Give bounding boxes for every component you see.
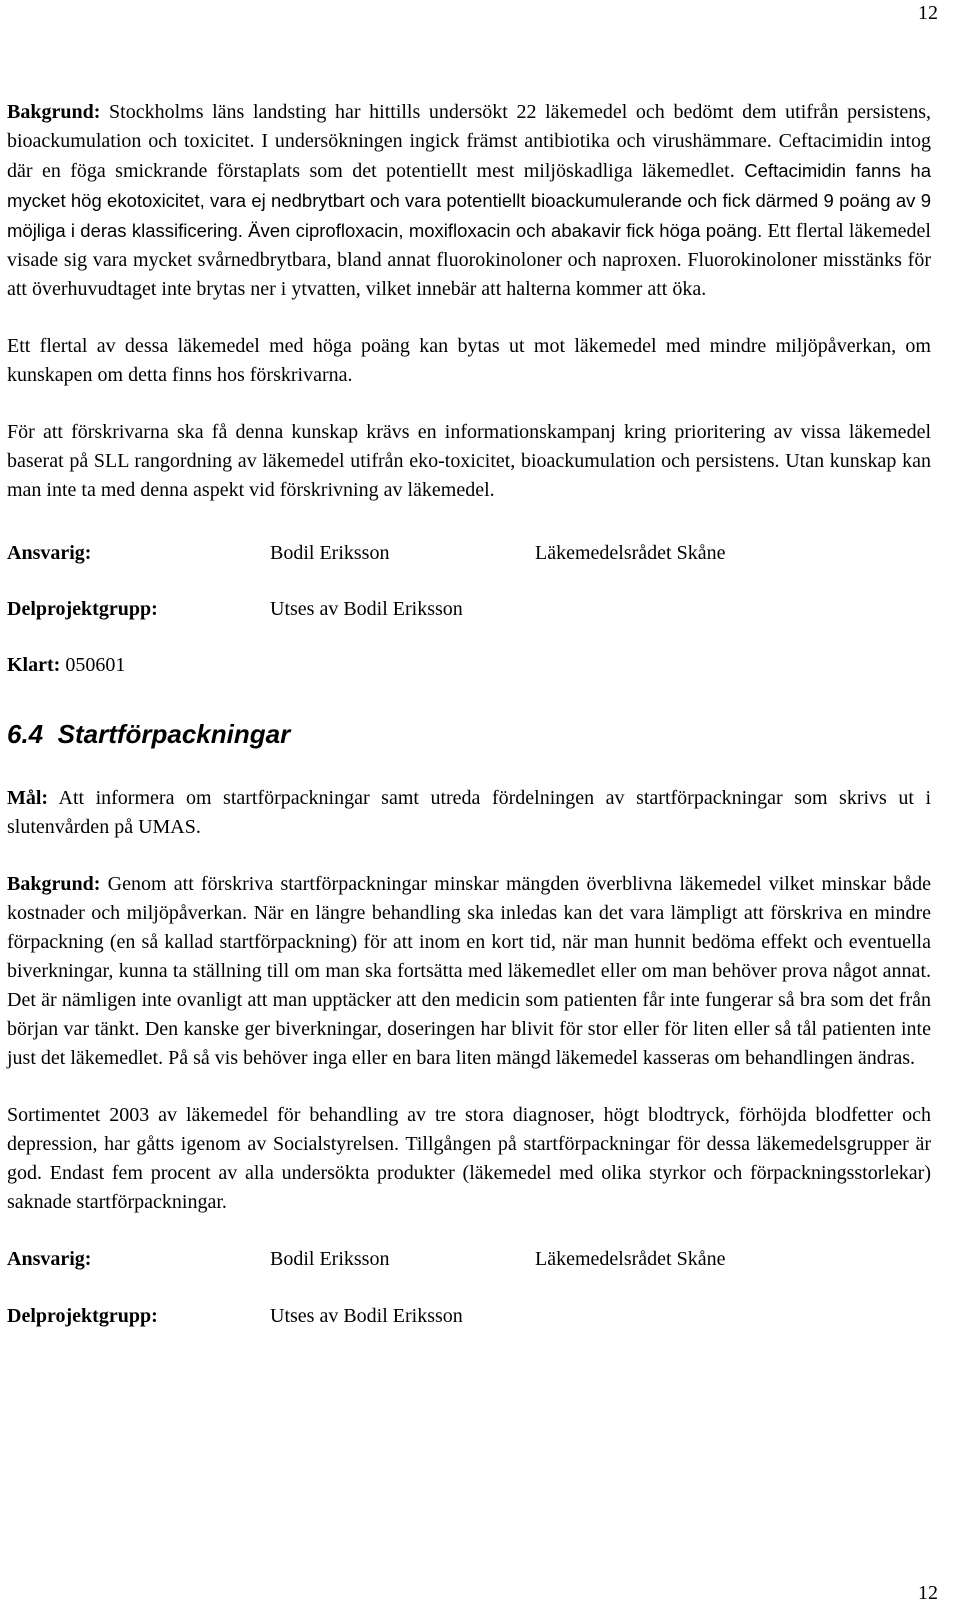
paragraph-2: Ett flertal av dessa läkemedel med höga poäng kan bytas ut mot läkemedel med mindre miljöpåverkan, om kunskapen om detta finns hos förskrivarna. — [7, 335, 931, 386]
subproject-group-row-1 — [7, 595, 931, 624]
paragraph-3: För att förskrivarna ska få denna kunskap krävs en informationskampanj kring prioritering av vissa läkemedel baserat på SLL rangordning av läkemedel utifrån eko-toxicitet, bioackumulation och persistens. Utan kunskap kan man inte ta med denna aspekt vid förskrivning av läkemedel. — [7, 421, 931, 501]
subproject-group-value: Utses av Bodil Eriksson — [270, 1305, 463, 1327]
responsible-label: Ansvarig: — [7, 1248, 92, 1270]
background-paragraph-1 — [7, 98, 931, 304]
responsible-org: Läkemedelsrådet Skåne — [535, 1248, 726, 1270]
done-value: 050601 — [60, 654, 126, 676]
done-row — [7, 651, 931, 680]
page-number-top: 12 — [918, 2, 938, 24]
responsible-label: Ansvarig: — [7, 542, 92, 564]
goal-text: Att informera om startförpackningar samt utreda fördelningen av startförpackningar som skrivs ut i slutenvården på UMAS. — [7, 787, 931, 838]
subproject-group-row-2 — [7, 1302, 931, 1331]
paragraph-4: Sortimentet 2003 av läkemedel för behandling av tre stora diagnoser, högt blodtryck, förhöjda blodfetter och depression, har gåtts igenom av Socialstyrelsen. Tillgången på startförpackningar för dessa läkemedelsgrupper är god. Endast fem procent av alla undersökta produkter (läkemedel med olika styrkor och förpackningsstorlekar) saknade startförpackningar. — [7, 1104, 931, 1213]
background2-text: Genom att förskriva startförpackningar minskar mängden överblivna läkemedel vilket minskar både kostnader och miljöpåverkan. När en längre behandling ska inledas kan det vara lämpligt att förskriva en mindre förpackning (en så kallad startförpackning) för att inom en kort tid, när man hunnit bedöma effekt och eventuella biverkningar, kunna ta ställning till om man ska fortsätta med läkemedlet eller om man behöver prova något annat. Det är nämligen inte ovanligt att man upptäcker att den medicin som patienten får inte fungerar så bra som det från början var tänkt. Den kanske ger biverkningar, doseringen har blivit för stor eller för liten eller så tål patienten inte just det läkemedlet. På så vis behöver inga eller en bara liten mängd läkemedel kasseras om behandlingen ändras. — [7, 873, 931, 1069]
page-number-bottom: 12 — [918, 1582, 938, 1604]
responsible-name: Bodil Eriksson — [270, 542, 390, 564]
background-text-b: Ceftacimidin fanns ha mycket hög ekotoxicitet, vara ej nedbrytbart och vara potentiellt bioackumulerande och fick därmed 9 poäng av 9 möjliga i deras klassificering. Även ciprofloxacin, moxifloxacin och abakavir fick höga poäng. — [7, 160, 932, 241]
section-heading — [7, 718, 931, 750]
section-number: 6.4 — [7, 719, 44, 749]
background-label: Bakgrund: — [7, 101, 101, 123]
background-text-c: Ett flertal läkemedel visade sig vara mycket svårnedbrytbara, bland annat fluorokinoloner och naproxen. Fluorokinoloner misstänks för att överhuvudtaget inte brytas ner i ytvatten, vilket innebär att halterna kommer att öka. — [7, 220, 931, 300]
subproject-group-value: Utses av Bodil Eriksson — [270, 598, 463, 620]
responsible-row-1 — [7, 539, 931, 568]
section-title: Startförpackningar — [57, 719, 291, 749]
document-body — [7, 98, 931, 1331]
subproject-group-label: Delprojektgrupp: — [7, 1305, 158, 1327]
background2-label: Bakgrund: — [7, 873, 101, 895]
responsible-org: Läkemedelsrådet Skåne — [535, 542, 726, 564]
goal-label: Mål: — [7, 787, 49, 809]
background-paragraph-2 — [7, 870, 931, 1073]
done-label: Klart: — [7, 654, 61, 676]
responsible-name: Bodil Eriksson — [270, 1248, 390, 1270]
subproject-group-label: Delprojektgrupp: — [7, 598, 158, 620]
responsible-row-2 — [7, 1245, 931, 1274]
background-text-a: Stockholms läns landsting har hittills undersökt 22 läkemedel och bedömt dem utifrån persistens, bioackumulation och toxicitet. I undersökningen ingick främst antibiotika och virushämmare. Ceftacimidin intog där en föga smickrande förstaplats som det potentiellt mest miljöskadliga läkemedlet. — [7, 101, 931, 182]
goal-paragraph — [7, 784, 931, 842]
